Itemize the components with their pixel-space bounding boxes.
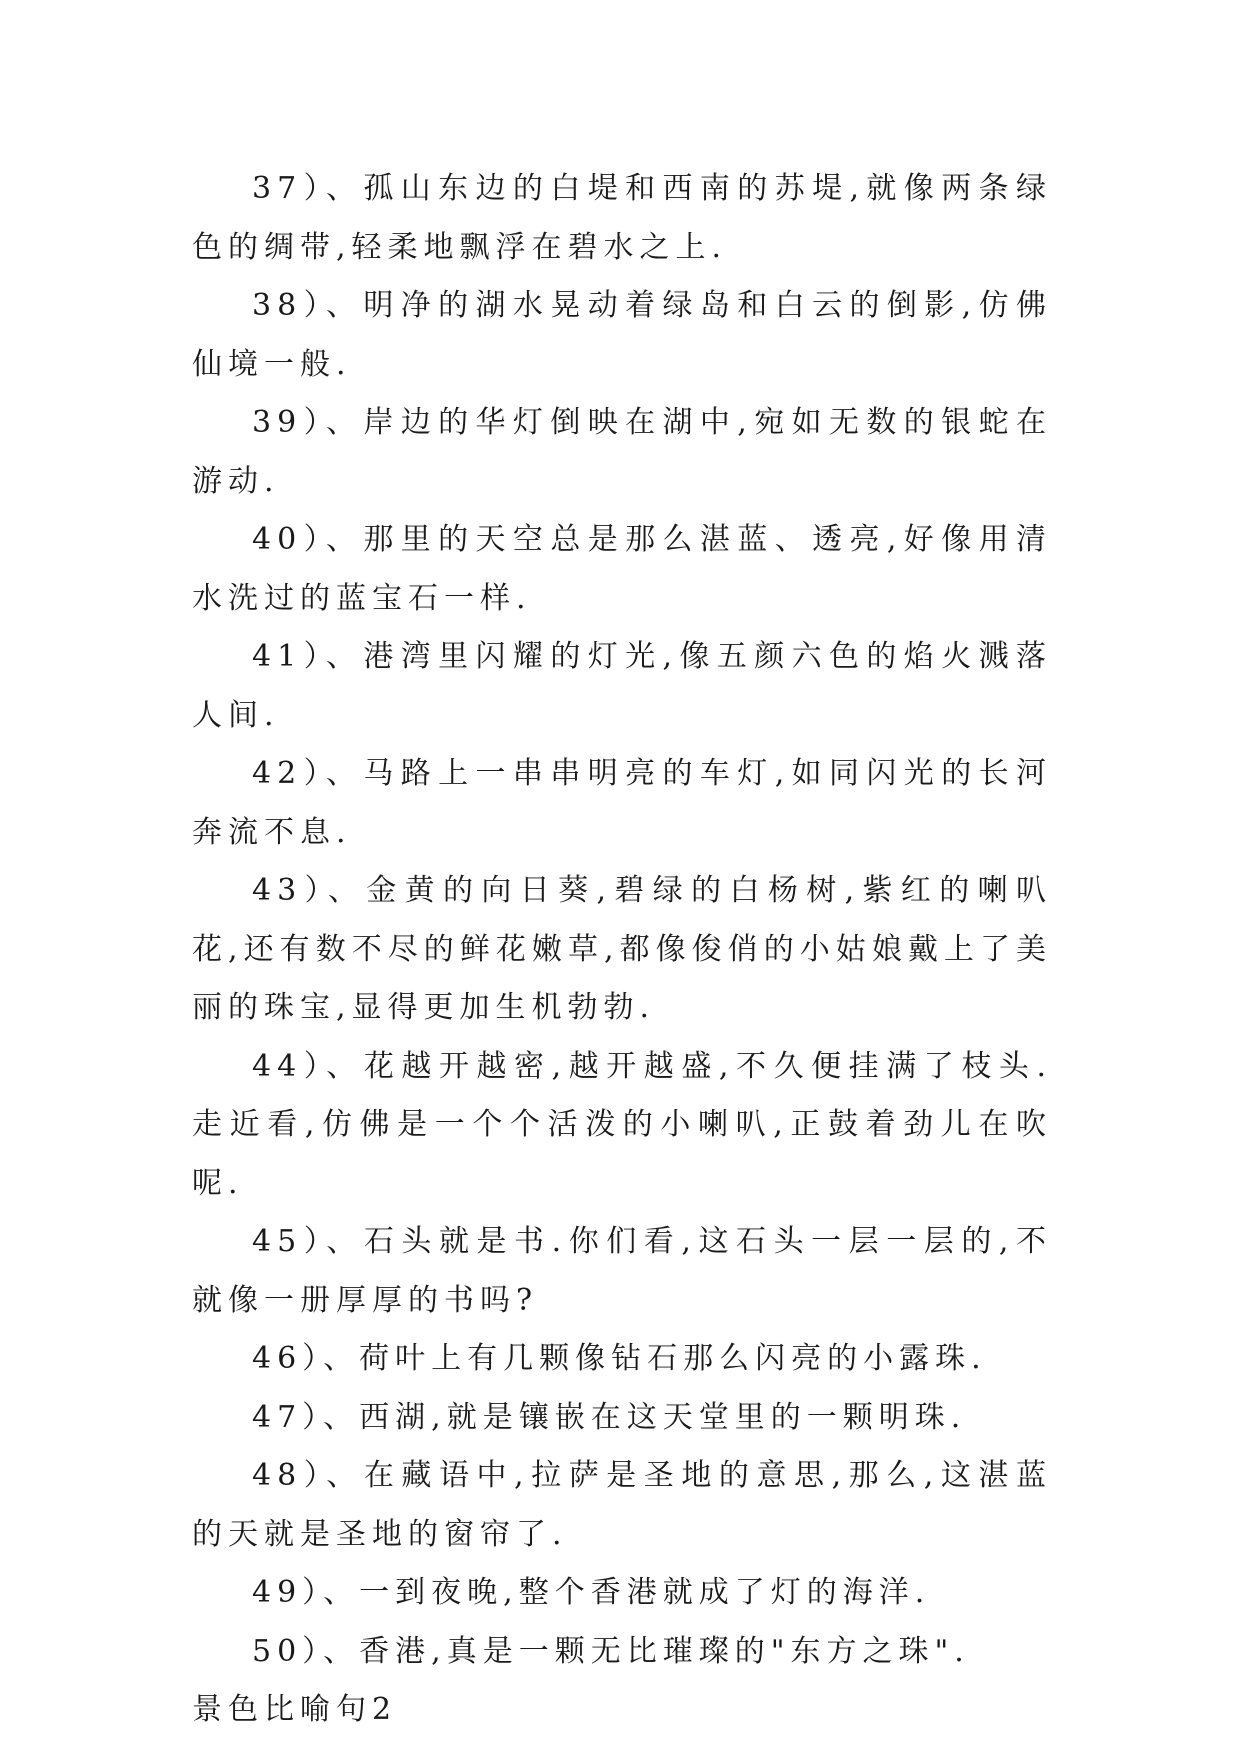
sentence-49: 49）、一到夜晚,整个香港就成了灯的海洋. [252,1575,931,1610]
sentence-39: 39）、岸边的华灯倒映在湖中,宛如无数的银蛇在游动. [192,405,1052,499]
section-heading: 景色比喻句2 [192,1692,398,1727]
sentence-45: 45）、石头就是书.你们看,这石头一层一层的,不就像一册厚厚的书吗? [192,1224,1052,1318]
sentence-46: 46）、荷叶上有几颗像钻石那么闪亮的小露珠. [252,1341,987,1376]
sentence-43: 43）、金黄的向日葵,碧绿的白杨树,紫红的喇叭花,还有数不尽的鲜花嫩草,都像俊俏的小姑娘戴上了美丽的珠宝,显得更加生机勃勃. [192,873,1052,1025]
sentence-47: 47）、西湖,就是镶嵌在这天堂里的一颗明珠. [252,1399,967,1435]
sentence-41: 41）、港湾里闪耀的灯光,像五颜六色的焰火溅落人间. [192,639,1052,733]
sentence-48: 48）、在藏语中,拉萨是圣地的意思,那么,这湛蓝的天就是圣地的窗帘了. [192,1458,1052,1552]
sentence-40: 40）、那里的天空总是那么湛蓝、透亮,好像用清水洗过的蓝宝石一样. [192,522,1052,616]
document-body [192,160,1052,1740]
sentence-38: 38）、明净的湖水晃动着绿岛和白云的倒影,仿佛仙境一般. [192,288,1052,382]
sentence-37: 37）、孤山东边的白堤和西南的苏堤,就像两条绿色的绸带,轻柔地飘浮在碧水之上. [192,171,1052,265]
sentence-44: 44）、花越开越密,越开越盛,不久便挂满了枝头.走近看,仿佛是一个个活泼的小喇叭,正鼓着劲儿在吹呢. [192,1048,1052,1201]
sentence-50: 50）、香港,真是一颗无比璀璨的"东方之珠". [252,1633,970,1669]
sentence-42: 42）、马路上一串串明亮的车灯,如同闪光的长河奔流不息. [192,756,1052,850]
